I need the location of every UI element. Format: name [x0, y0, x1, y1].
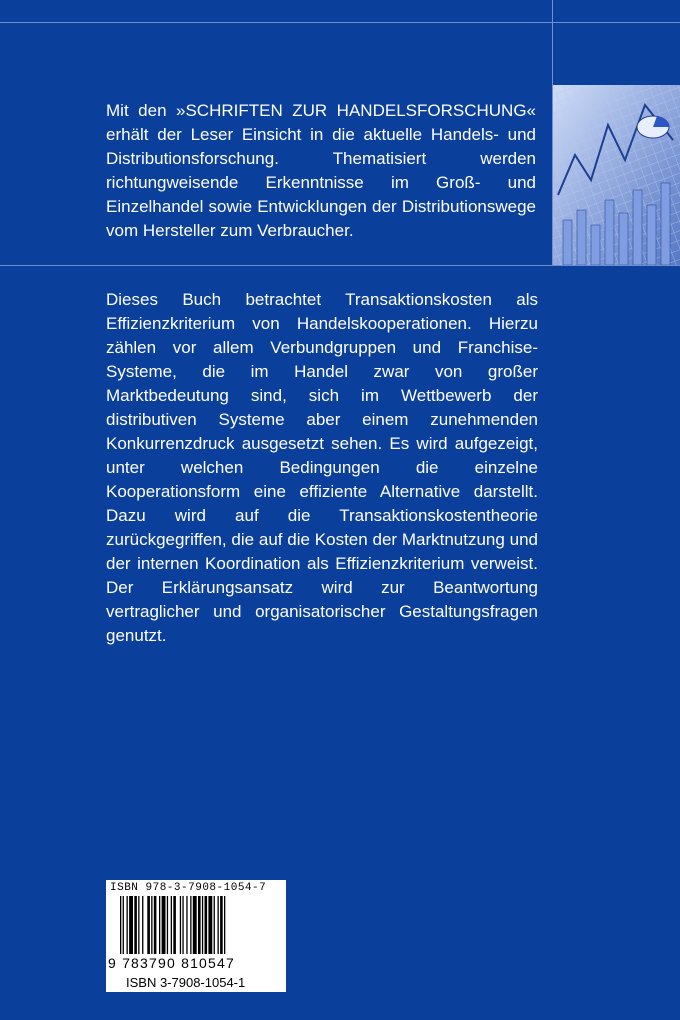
top-divider-line: [0, 22, 680, 23]
section-divider-line: [0, 265, 680, 266]
chart-collage-image: [553, 85, 680, 265]
book-description: Dieses Buch betrachtet Transaktionskosten als Effizienzkriterium von Handelskooperationen. Hierzu zählen vor allem Verbundgruppen und Franchise-Systeme, die im Handel zwar von großer Marktbedeutung sind, sich im Wettbewerb der distributiven Systeme aber einem zunehmenden Konkurrenzdruck ausgesetzt sehen. Es wird aufgezeigt, unter welchen Bedingungen die einzelne Kooperationsform eine effiziente Alternative darstellt. Dazu wird auf die Transaktionskostentheorie zurückgegriffen, die auf die Kosten der Marktnutzung und der internen Koordination als Effizienzkriterium verweist. Der Erklärungsansatz wird zur Beantwortung vertraglicher und organisatorischer Gestaltungsfragen genutzt.: [106, 290, 538, 645]
isbn-barcode: [106, 880, 286, 992]
barcode-icon: [110, 896, 282, 956]
isbn10-label: ISBN 3-7908-1054-1: [126, 975, 246, 990]
ean-digits: 9 783790 810547: [108, 955, 235, 971]
isbn13-label: ISBN 978-3-7908-1054-7: [110, 882, 267, 894]
series-intro-text: Mit den »SCHRIFTEN ZUR HANDELSFORSCHUNG« erhält der Leser Einsicht in die aktuelle Handels- und Distributionsforschung. Thematisiert werden richtungweisende Erkenntnisse im Groß- und Einzelhandel sowie Entwicklungen der Distributionswege vom Hersteller zum Verbraucher.: [106, 101, 536, 240]
